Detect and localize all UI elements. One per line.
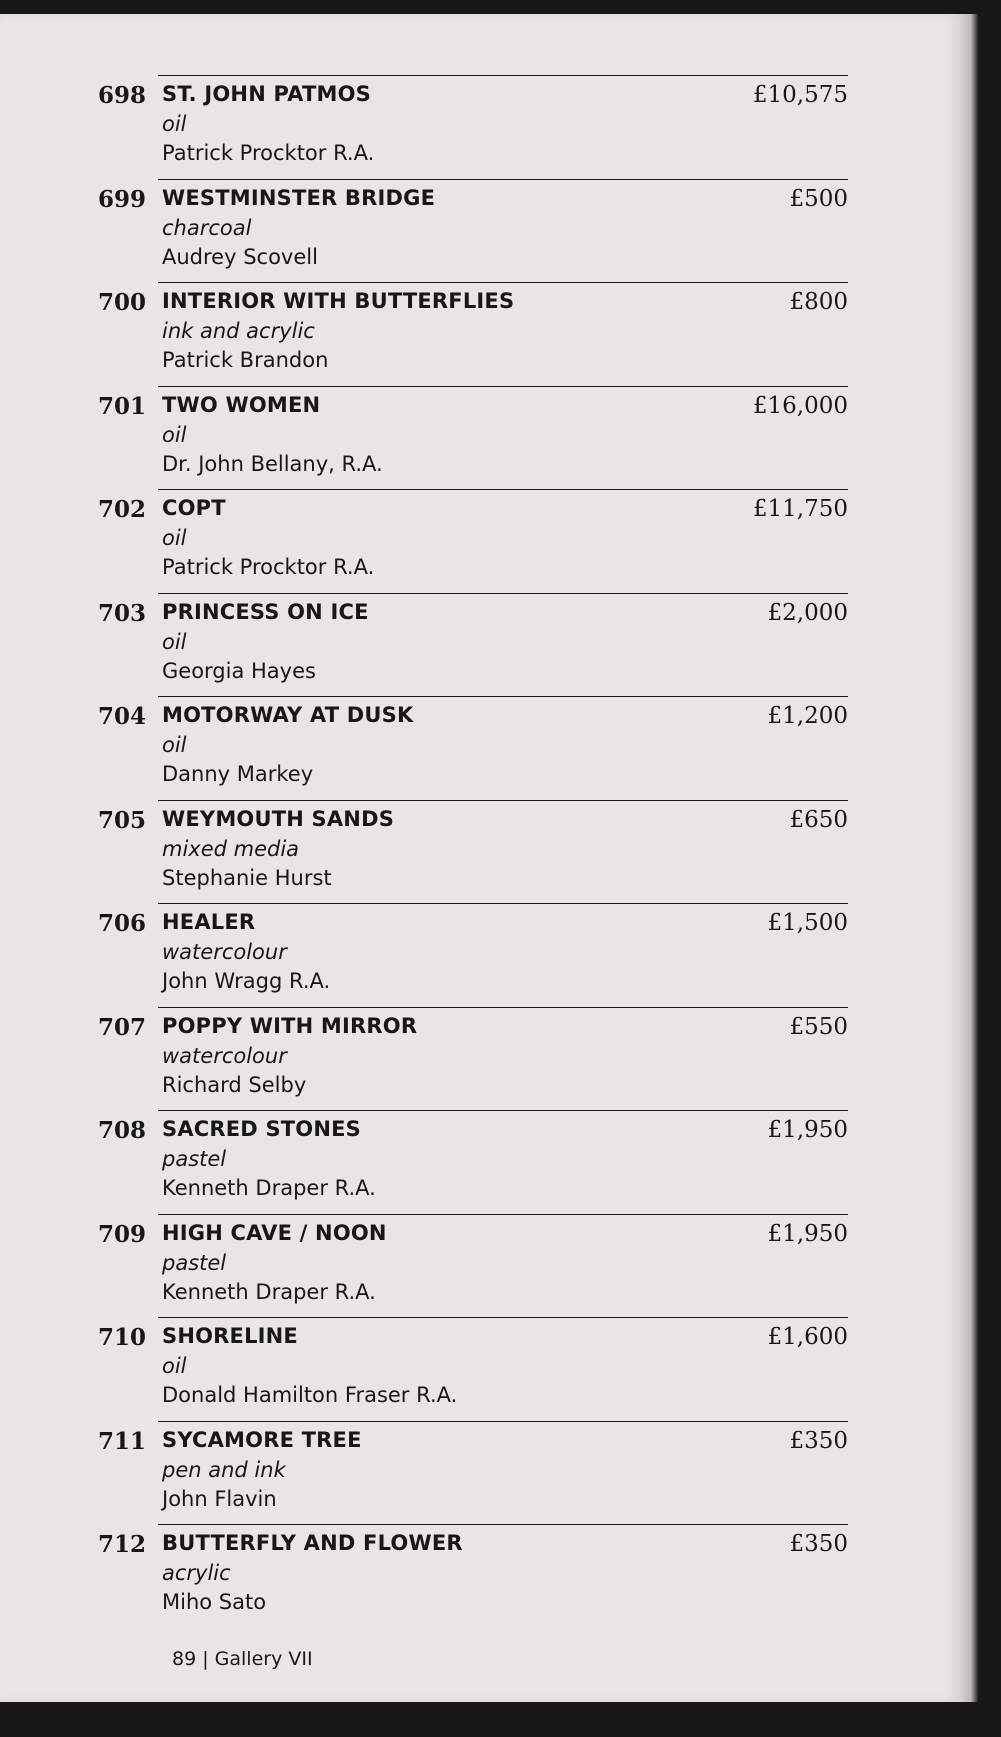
lot-number: 699 bbox=[97, 185, 146, 213]
artwork-medium: pastel bbox=[162, 1147, 227, 1171]
catalogue-entry bbox=[97, 1524, 848, 1628]
artwork-price: £11,750 bbox=[752, 496, 848, 522]
lot-number: 711 bbox=[97, 1427, 146, 1455]
artist-name: John Wragg R.A. bbox=[162, 969, 331, 993]
artwork-medium: oil bbox=[162, 112, 187, 136]
artwork-title: WEYMOUTH SANDS bbox=[162, 806, 395, 831]
artwork-price: £1,950 bbox=[767, 1117, 848, 1143]
artist-name: Danny Markey bbox=[162, 762, 314, 786]
lot-number: 710 bbox=[97, 1324, 146, 1351]
catalogue-entry bbox=[97, 75, 848, 179]
artwork-medium: oil bbox=[162, 526, 187, 550]
artist-name: Audrey Scovell bbox=[162, 244, 318, 269]
lot-number: 707 bbox=[97, 1013, 146, 1041]
catalogue-entry bbox=[97, 903, 848, 1007]
artwork-medium: oil bbox=[162, 422, 187, 447]
lot-number: 709 bbox=[97, 1220, 146, 1248]
catalogue-entry bbox=[97, 1317, 848, 1421]
lot-number: 708 bbox=[97, 1117, 146, 1144]
catalogue-page bbox=[0, 14, 960, 1702]
catalogue-entry bbox=[97, 282, 848, 386]
catalogue-entry bbox=[97, 696, 848, 800]
artwork-title: POPPY WITH MIRROR bbox=[162, 1013, 418, 1038]
catalogue-entry bbox=[97, 1214, 848, 1318]
artwork-price: £1,950 bbox=[767, 1220, 848, 1247]
artwork-medium: pastel bbox=[162, 1250, 227, 1275]
artwork-title: ST. JOHN PATMOS bbox=[162, 82, 371, 106]
page-edge bbox=[960, 14, 978, 1702]
catalogue-entry bbox=[97, 593, 848, 697]
catalogue-entry bbox=[97, 1421, 848, 1525]
artwork-medium: mixed media bbox=[162, 836, 300, 861]
artwork-medium: acrylic bbox=[162, 1561, 231, 1585]
artwork-medium: oil bbox=[162, 1354, 187, 1378]
artwork-title: TWO WOMEN bbox=[162, 392, 321, 417]
lot-number: 700 bbox=[97, 289, 146, 316]
artist-name: Kenneth Draper R.A. bbox=[162, 1176, 376, 1200]
artwork-title: HIGH CAVE / NOON bbox=[162, 1220, 387, 1245]
artwork-price: £1,500 bbox=[767, 910, 848, 936]
artwork-title: SYCAMORE TREE bbox=[162, 1427, 362, 1452]
artwork-title: BUTTERFLY AND FLOWER bbox=[162, 1531, 463, 1555]
artwork-title: PRINCESS ON ICE bbox=[162, 599, 369, 624]
artwork-price: £800 bbox=[789, 289, 848, 315]
artwork-medium: oil bbox=[162, 733, 187, 757]
lot-number: 712 bbox=[97, 1531, 146, 1558]
lot-number: 701 bbox=[97, 392, 146, 420]
lot-number: 704 bbox=[97, 703, 146, 730]
artwork-price: £500 bbox=[789, 185, 848, 212]
artwork-medium: ink and acrylic bbox=[162, 319, 315, 343]
artwork-medium: watercolour bbox=[162, 940, 287, 964]
artwork-medium: charcoal bbox=[162, 215, 252, 240]
artwork-title: COPT bbox=[162, 496, 226, 520]
artwork-price: £350 bbox=[789, 1427, 848, 1454]
artist-name: John Flavin bbox=[162, 1486, 277, 1511]
artwork-title: INTERIOR WITH BUTTERFLIES bbox=[162, 289, 515, 313]
lot-number: 698 bbox=[97, 82, 146, 109]
artwork-price: £2,000 bbox=[767, 599, 848, 626]
catalogue-entry bbox=[97, 800, 848, 904]
catalogue-entry bbox=[97, 179, 848, 283]
catalogue-entry bbox=[97, 1007, 848, 1111]
lot-number: 702 bbox=[97, 496, 146, 523]
artist-name: Patrick Procktor R.A. bbox=[162, 141, 375, 165]
artist-name: Donald Hamilton Fraser R.A. bbox=[162, 1383, 458, 1407]
artist-name: Dr. John Bellany, R.A. bbox=[162, 451, 383, 476]
artist-name: Georgia Hayes bbox=[162, 658, 316, 683]
artwork-price: £550 bbox=[789, 1013, 848, 1040]
page-footer: 89 | Gallery VII bbox=[172, 1648, 313, 1670]
catalogue-entry bbox=[97, 386, 848, 490]
artist-name: Richard Selby bbox=[162, 1072, 307, 1097]
catalogue-entry-list bbox=[0, 75, 960, 1628]
artwork-title: SACRED STONES bbox=[162, 1117, 361, 1141]
lot-number: 705 bbox=[97, 806, 146, 834]
artwork-title: HEALER bbox=[162, 910, 256, 934]
artwork-medium: watercolour bbox=[162, 1043, 287, 1068]
artwork-title: WESTMINSTER BRIDGE bbox=[162, 185, 436, 210]
artist-name: Miho Sato bbox=[162, 1590, 267, 1614]
artwork-price: £350 bbox=[789, 1531, 848, 1557]
artwork-price: £650 bbox=[789, 806, 848, 833]
artwork-title: SHORELINE bbox=[162, 1324, 298, 1348]
lot-number: 706 bbox=[97, 910, 146, 937]
artwork-price: £16,000 bbox=[752, 392, 848, 419]
catalogue-entry bbox=[97, 1110, 848, 1214]
catalogue-entry bbox=[97, 489, 848, 593]
artwork-title: MOTORWAY AT DUSK bbox=[162, 703, 414, 727]
artwork-medium: pen and ink bbox=[162, 1457, 286, 1482]
artwork-price: £1,200 bbox=[767, 703, 848, 729]
artwork-price: £10,575 bbox=[752, 82, 848, 108]
artist-name: Patrick Procktor R.A. bbox=[162, 555, 375, 579]
artist-name: Patrick Brandon bbox=[162, 348, 329, 372]
artwork-price: £1,600 bbox=[767, 1324, 848, 1350]
artwork-medium: oil bbox=[162, 629, 187, 654]
artist-name: Stephanie Hurst bbox=[162, 865, 332, 890]
artist-name: Kenneth Draper R.A. bbox=[162, 1279, 376, 1304]
lot-number: 703 bbox=[97, 599, 146, 627]
